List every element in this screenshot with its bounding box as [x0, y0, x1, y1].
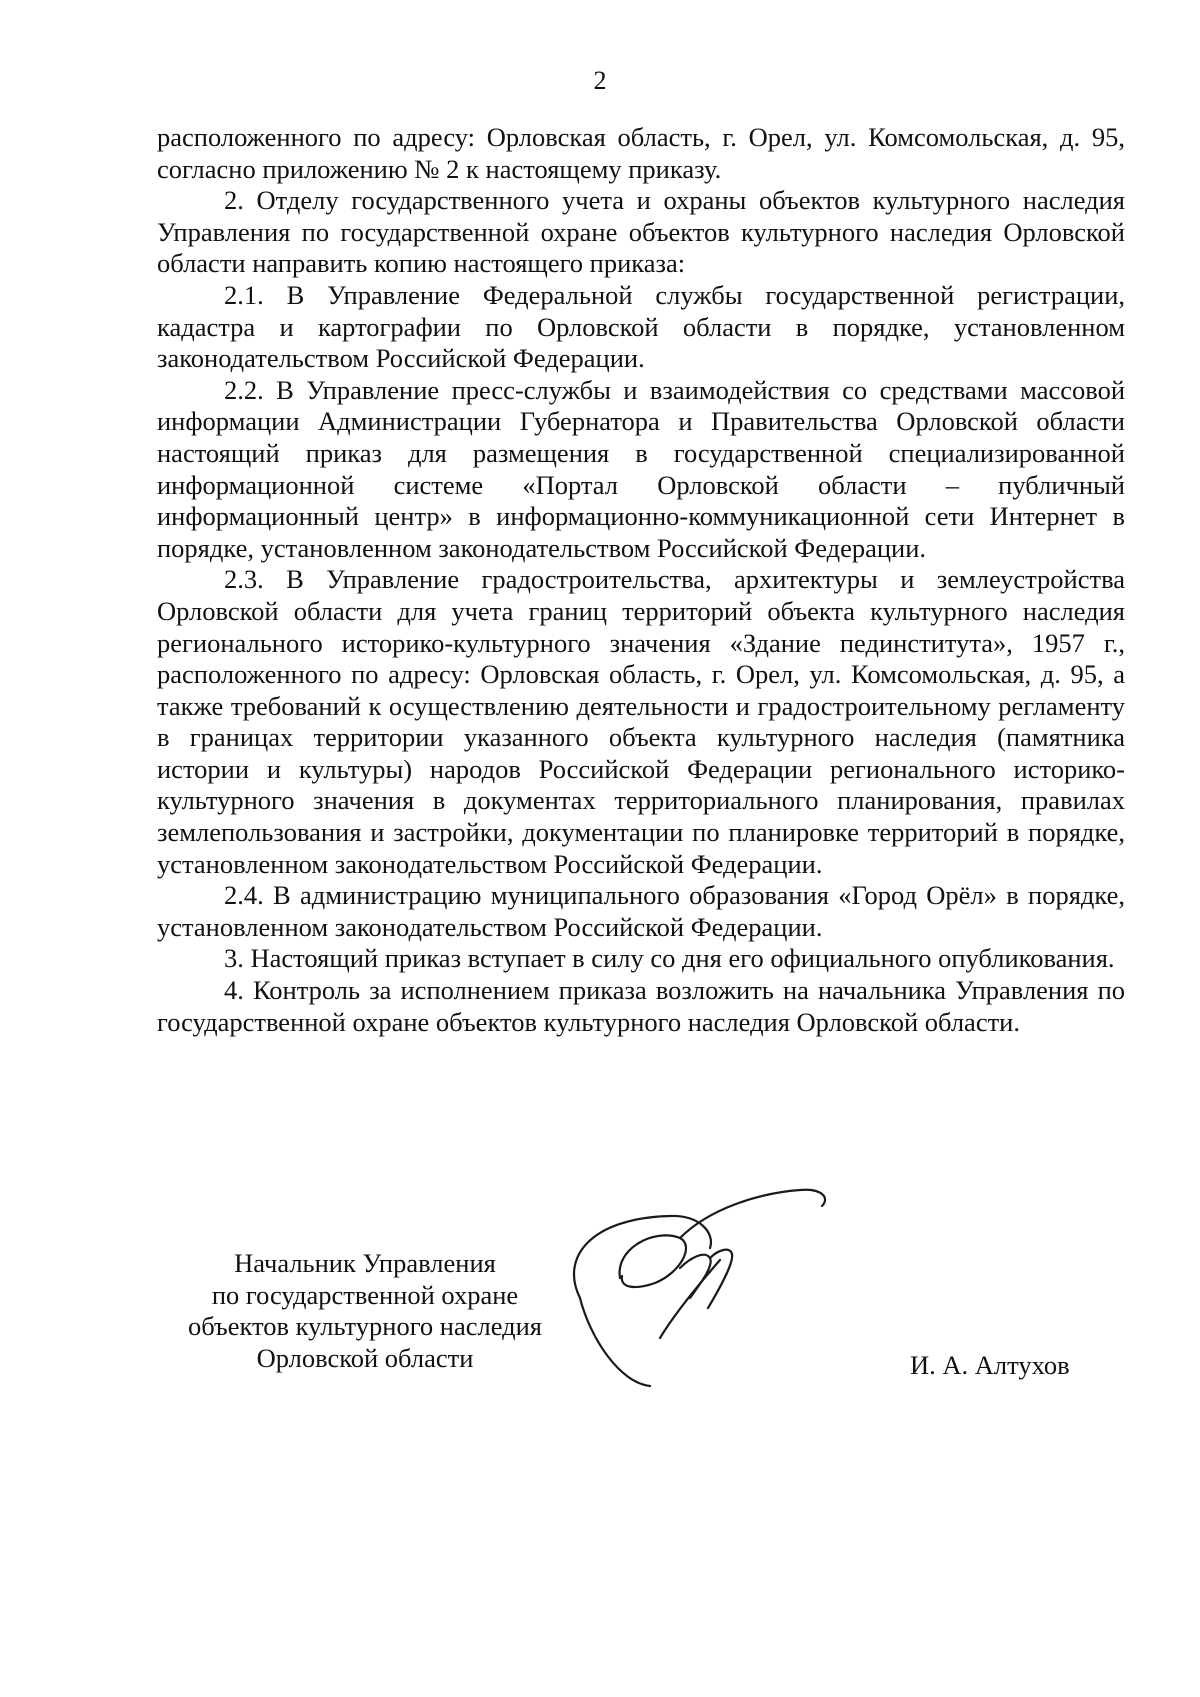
paragraph-item-2-2: 2.2. В Управление пресс-службы и взаимодействия со средствами массовой информации Администрации Губернатора и Правительства Орловской области настоящий приказ для размещения в государственной специализированной информационной системе «Портал Орловской области – публичный информационный центр» в информационно-коммуникационной сети Интернет в порядке, установленном законодательством Российской Федерации. — [157, 374, 1125, 563]
paragraph-item-2-3: 2.3. В Управление градостроительства, архитектуры и землеустройства Орловской области для учета границ территорий объекта культурного наследия регионального историко-культурного значения «Здание пединститута», 1957 г., расположенного по адресу: Орловская область, г. Орел, ул. Комсомольская, д. 95, а также требований к осуществлению деятельности и градостроительному регламенту в границах территории указанного объекта культурного наследия (памятника истории и культуры) народов Российской Федерации регионального историко-культурного значения в документах территориального планирования, правилах землепользования и застройки, документации по планировке территорий в порядке, установленном законодательством Российской Федерации. — [157, 564, 1125, 879]
page-number: 2 — [593, 66, 607, 95]
signatory-position — [165, 1248, 565, 1374]
signer-name: И. А. Алтухов — [910, 1350, 1070, 1380]
paragraph-continuation: расположенного по адресу: Орловская область, г. Орел, ул. Комсомольская, д. 95, согласно приложению № 2 к настоящему приказу. — [157, 122, 1125, 184]
position-line: Орловской области — [256, 1342, 474, 1373]
paragraph-item-2-1: 2.1. В Управление Федеральной службы государственной регистрации, кадастра и картографии по Орловской области в порядке, установленном законодательством Российской Федерации. — [157, 279, 1125, 374]
paragraph-item-2: 2. Отделу государственного учета и охраны объектов культурного наследия Управления по государственной охране объектов культурного наследия Орловской области направить копию настоящего приказа: — [157, 185, 1125, 279]
paragraph-item-4: 4. Контроль за исполнением приказа возложить на начальника Управления по государственной охране объектов культурного наследия Орловской области. — [157, 975, 1125, 1037]
paragraph-item-3: 3. Настоящий приказ вступает в силу со дня его официального опубликования. — [224, 943, 1115, 974]
paragraph-item-2-4: 2.4. В администрацию муниципального образования «Город Орёл» в порядке, установленном законодательством Российской Федерации. — [157, 880, 1125, 942]
handwritten-signature — [560, 1188, 860, 1388]
position-line: по государственной охране — [211, 1279, 519, 1310]
document-body — [157, 122, 1125, 1038]
position-line: объектов культурного наследия — [187, 1311, 542, 1342]
position-line: Начальник Управления — [234, 1248, 496, 1278]
